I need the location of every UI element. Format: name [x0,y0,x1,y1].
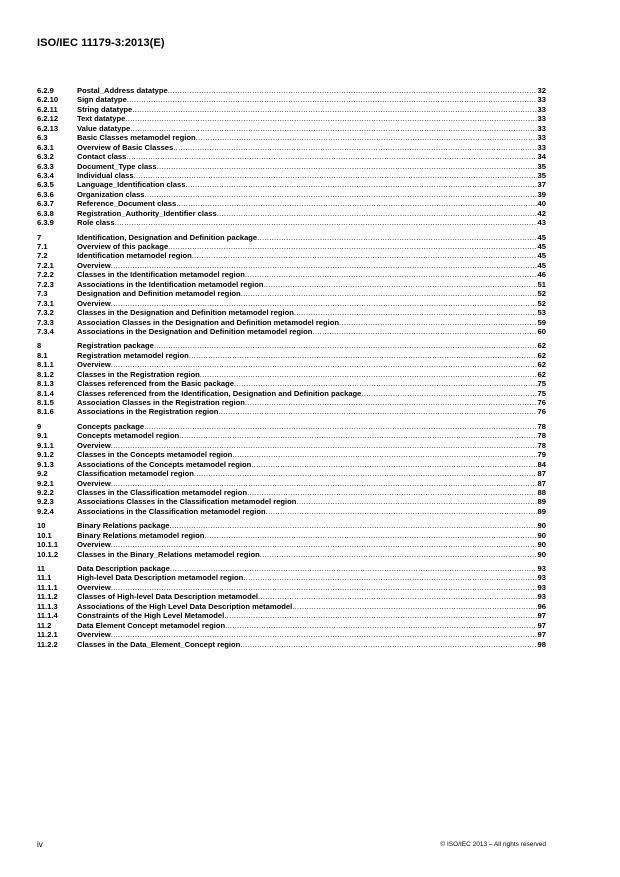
toc-dot-leader [144,422,536,431]
toc-entry-number: 8 [37,341,42,351]
toc-entry-title: Designation and Definition metamodel region [77,289,241,299]
toc-entry[interactable] [37,114,546,123]
toc-entry-page: 62 [537,341,546,351]
toc-entry-page: 33 [537,114,546,124]
toc-entry-page: 52 [537,298,546,308]
toc-entry-title: Associations in the Classification metamodel region [77,506,266,516]
toc-entry-page: 60 [537,326,546,336]
toc-dot-leader [179,431,536,440]
toc-entry-page: 90 [537,530,546,540]
table-of-contents [37,86,546,654]
toc-dot-leader [173,143,536,152]
toc-entry[interactable] [37,379,546,388]
toc-dot-leader [111,360,537,369]
toc-entry-number: 11.1.1 [37,582,58,592]
toc-dot-leader [192,251,537,260]
toc-entry-title: Associations in the Registration region [77,407,219,417]
toc-dot-leader [260,550,537,559]
toc-entry-page: 45 [537,260,546,270]
toc-entry-title: Overview [77,478,111,488]
toc-entry[interactable] [37,233,546,242]
toc-entry[interactable] [37,602,546,611]
toc-entry-page: 97 [537,611,546,621]
toc-dot-leader [111,479,537,488]
toc-entry-title: Document_Type class [77,161,157,171]
toc-entry-number: 9.1 [37,431,48,441]
toc-entry-title: Classes referenced from the Identification, Designation and Definition package [77,388,362,398]
toc-entry[interactable] [37,573,546,582]
toc-dot-leader [169,521,536,530]
toc-entry[interactable] [37,370,546,379]
toc-entry-number: 6.3.2 [37,152,54,162]
toc-entry-page: 93 [537,592,546,602]
toc-entry-title: String datatype [77,104,133,114]
toc-entry[interactable] [37,180,546,189]
toc-entry-number: 9.2.4 [37,506,54,516]
toc-section [37,564,546,649]
toc-entry-number: 8.1 [37,350,48,360]
toc-entry[interactable] [37,564,546,573]
toc-section [37,233,546,337]
toc-entry[interactable] [37,86,546,95]
toc-dot-leader [225,621,536,630]
toc-dot-leader [132,105,536,114]
toc-entry-number: 11.2.1 [37,630,58,640]
toc-entry-number: 7.2 [37,251,48,261]
toc-entry-page: 90 [537,540,546,550]
toc-dot-leader [111,441,537,450]
toc-entry-number: 6.2.11 [37,104,58,114]
toc-dot-leader [312,327,536,336]
toc-dot-leader [111,540,537,549]
toc-entry-number: 8.1.3 [37,379,54,389]
toc-entry[interactable] [37,469,546,478]
toc-entry-page: 59 [537,317,546,327]
page-number: iv [37,840,43,849]
toc-entry[interactable] [37,407,546,416]
toc-entry-page: 78 [537,431,546,441]
document-id-header: ISO/IEC 11179-3:2013(E) [37,37,165,49]
toc-entry-page: 46 [537,270,546,280]
toc-entry-page: 33 [537,133,546,143]
toc-dot-leader [168,86,537,95]
toc-dot-leader [296,497,536,506]
toc-entry-number: 6.2.12 [37,114,59,124]
toc-entry[interactable] [37,341,546,350]
toc-entry[interactable] [37,95,546,104]
toc-entry-number: 6.3.1 [37,142,54,152]
toc-entry[interactable] [37,199,546,208]
toc-section [37,341,546,417]
toc-entry-number: 9.1.3 [37,459,54,469]
toc-entry-title: Overview [77,360,111,370]
toc-entry[interactable] [37,583,546,592]
toc-entry[interactable] [37,431,546,440]
toc-entry-page: 39 [537,189,546,199]
toc-entry[interactable] [37,209,546,218]
toc-entry[interactable] [37,289,546,298]
toc-entry-number: 11.2.2 [37,639,58,649]
toc-entry-page: 90 [537,549,546,559]
toc-entry[interactable] [37,550,546,559]
toc-entry-title: Role class [77,218,115,228]
toc-entry-number: 6.2.13 [37,123,59,133]
toc-dot-leader [134,171,537,180]
toc-section [37,521,546,559]
toc-dot-leader [189,351,537,360]
toc-entry-title: Text datatype [77,114,126,124]
toc-entry-title: Data Description package [77,564,170,573]
toc-dot-leader [232,450,536,459]
toc-dot-leader [196,133,537,142]
toc-entry-page: 62 [537,369,546,379]
toc-entry[interactable] [37,152,546,161]
toc-entry-title: High-level Data Description metamodel region [77,573,244,583]
toc-entry-title: Binary Relations metamodel region [77,530,205,540]
toc-entry-number: 6.3.3 [37,161,54,171]
toc-entry-title: Language_Identification class [77,180,186,190]
toc-entry-number: 7.3.3 [37,317,54,327]
toc-entry[interactable] [37,592,546,601]
toc-entry-title: Association Classes in the Registration region [77,398,245,407]
toc-entry[interactable] [37,308,546,317]
toc-dot-leader [200,370,537,379]
toc-entry-title: Registration_Authority_Identifier class [77,208,217,218]
toc-entry-number: 10.1 [37,530,52,540]
toc-dot-leader [168,242,536,251]
toc-entry-title: Classes in the Registration region [77,369,200,379]
toc-entry-title: Binary Relations package [77,521,170,531]
toc-entry[interactable] [37,422,546,431]
toc-entry-page: 87 [537,469,546,479]
toc-entry-title: Overview [77,540,111,550]
toc-section [37,422,546,516]
toc-entry-page: 98 [537,639,546,649]
toc-entry-title: Sign datatype [77,95,127,105]
toc-entry-number: 9.2.2 [37,487,54,497]
toc-entry[interactable] [37,261,546,270]
toc-entry-number: 8.1.5 [37,398,54,407]
toc-entry[interactable] [37,280,546,289]
toc-entry-number: 11.1.4 [37,611,58,621]
toc-entry[interactable] [37,105,546,114]
toc-entry-title: Associations of the Concepts metamodel region [77,459,252,469]
toc-entry-number: 6.3.9 [37,218,54,228]
toc-entry-page: 34 [537,152,546,162]
toc-entry-number: 11.1.3 [37,601,58,611]
toc-entry-title: Contact class [77,152,127,162]
toc-entry-title: Associations in the Identification metamodel region [77,279,264,289]
toc-entry-title: Classes in the Classification metamodel region [77,487,248,497]
toc-dot-leader [361,389,536,398]
toc-entry-title: Classification metamodel region [77,469,194,479]
toc-entry-title: Classes in the Designation and Definition metamodel region [77,308,294,318]
toc-entry[interactable] [37,398,546,407]
toc-entry-title: Registration metamodel region [77,350,189,360]
toc-dot-leader [111,630,537,639]
toc-entry-page: 93 [537,573,546,583]
toc-entry[interactable] [37,488,546,497]
toc-dot-leader [247,488,536,497]
toc-entry[interactable] [37,242,546,251]
toc-entry-number: 7.3 [37,289,48,299]
toc-entry-page: 75 [537,379,546,389]
toc-entry-number: 9.1.2 [37,450,54,460]
toc-entry-number: 8.1.6 [37,407,54,417]
toc-entry-title: Concepts metamodel region [77,431,180,441]
toc-entry-number: 8.1.2 [37,369,54,379]
toc-entry-title: Organization class [77,189,145,199]
toc-entry[interactable] [37,540,546,549]
toc-entry-page: 90 [537,521,546,531]
toc-entry[interactable] [37,640,546,649]
toc-entry-number: 7.2.3 [37,279,54,289]
toc-entry-page: 35 [537,170,546,180]
toc-entry-title: Identification metamodel region [77,251,192,261]
toc-entry-number: 6.3.4 [37,170,54,180]
toc-entry-number: 6.3.5 [37,180,54,190]
toc-entry-page: 78 [537,440,546,450]
toc-dot-leader [111,583,537,592]
toc-dot-leader [257,233,536,242]
toc-entry-title: Constraints of the High Level Metamodel [77,611,225,621]
toc-entry-page: 33 [537,142,546,152]
toc-entry-page: 42 [537,208,546,218]
toc-entry-number: 7.3.4 [37,326,54,336]
toc-entry-number: 11 [37,564,46,573]
toc-dot-leader [194,469,537,478]
toc-entry[interactable] [37,143,546,152]
toc-entry-page: 76 [537,407,546,417]
toc-entry-number: 7.2.1 [37,260,54,270]
toc-entry-number: 6.3.6 [37,189,54,199]
toc-entry[interactable] [37,351,546,360]
toc-dot-leader [170,564,537,573]
toc-entry-title: Reference_Document class [77,199,177,209]
toc-entry-title: Basic Classes metamodel region [77,133,196,143]
toc-dot-leader [127,95,537,104]
toc-entry-number: 7 [37,232,42,242]
toc-entry[interactable] [37,124,546,133]
toc-dot-leader [251,460,536,469]
toc-entry[interactable] [37,190,546,199]
toc-entry-page: 51 [537,279,546,289]
toc-entry-number: 7.3.2 [37,308,54,318]
toc-entry-number: 6.2.10 [37,95,59,105]
toc-entry-title: Associations of the High Level Data Description metamodel [77,601,293,611]
toc-entry-page: 87 [537,478,546,488]
toc-entry[interactable] [37,360,546,369]
toc-entry-title: Classes referenced from the Basic package [77,379,235,389]
toc-entry-page: 33 [537,95,546,105]
toc-entry[interactable] [37,327,546,336]
toc-dot-leader [157,162,537,171]
toc-entry-number: 7.2.2 [37,270,54,280]
toc-entry[interactable] [37,531,546,540]
toc-dot-leader [130,124,536,133]
toc-entry-page: 89 [537,506,546,516]
toc-dot-leader [294,308,537,317]
toc-entry-title: Concepts package [77,421,145,431]
toc-dot-leader [125,114,536,123]
toc-entry-number: 9.1.1 [37,440,54,450]
toc-entry-page: 76 [537,398,546,407]
toc-entry-page: 62 [537,350,546,360]
toc-entry[interactable] [37,611,546,620]
toc-entry[interactable] [37,270,546,279]
toc-entry-page: 93 [537,564,546,573]
toc-entry-number: 8.1.1 [37,360,54,370]
toc-dot-leader [339,318,537,327]
toc-entry-page: 79 [537,450,546,460]
toc-entry-number: 7.3.1 [37,298,54,308]
toc-entry-title: Postal_Address datatype [77,86,168,95]
toc-entry-title: Classes in the Identification metamodel region [77,270,245,280]
toc-entry-page: 37 [537,180,546,190]
toc-entry-page: 43 [537,218,546,228]
toc-entry-page: 33 [537,104,546,114]
toc-section [37,86,546,228]
toc-entry-title: Registration package [77,341,154,351]
toc-entry-number: 6.2.9 [37,86,54,95]
toc-entry-title: Value datatype [77,123,131,133]
toc-entry-number: 10.1.1 [37,540,59,550]
toc-entry-number: 9 [37,421,42,431]
toc-entry[interactable] [37,460,546,469]
toc-entry[interactable] [37,162,546,171]
toc-dot-leader [154,341,537,350]
toc-entry-page: 89 [537,497,546,507]
toc-entry-title: Data Element Concept metamodel region [77,620,226,630]
toc-entry-page: 33 [537,123,546,133]
toc-dot-leader [185,180,536,189]
toc-entry-title: Overview of this package [77,242,169,251]
toc-entry[interactable] [37,171,546,180]
toc-entry-page: 52 [537,289,546,299]
toc-entry-page: 97 [537,620,546,630]
toc-entry-title: Classes of High-level Data Description metamodel [77,592,259,602]
toc-entry-title: Overview [77,440,111,450]
toc-entry-number: 11.1 [37,573,52,583]
toc-dot-leader [126,152,536,161]
toc-entry-number: 11.1.2 [37,592,58,602]
toc-entry[interactable] [37,521,546,530]
toc-entry-title: Overview [77,298,111,308]
toc-entry-page: 78 [537,421,546,431]
toc-entry-title: Overview [77,630,111,640]
toc-entry-number: 11.2 [37,620,52,630]
toc-entry[interactable] [37,218,546,227]
toc-dot-leader [218,407,536,416]
toc-entry[interactable] [37,630,546,639]
toc-entry-number: 7.1 [37,242,48,251]
toc-entry-page: 35 [537,161,546,171]
toc-entry-page: 45 [537,232,546,242]
toc-entry[interactable] [37,251,546,260]
toc-entry-page: 97 [537,630,546,640]
toc-dot-leader [266,507,537,516]
toc-entry-page: 62 [537,360,546,370]
toc-entry-title: Associations in the Designation and Definition metamodel region [77,326,313,336]
toc-entry[interactable] [37,318,546,327]
toc-entry[interactable] [37,441,546,450]
toc-dot-leader [204,531,536,540]
toc-entry-title: Associations Classes in the Classification metamodel region [77,497,297,507]
toc-entry-page: 32 [537,86,546,95]
toc-dot-leader [176,199,536,208]
toc-entry-title: Identification, Designation and Definition package [77,232,258,242]
toc-entry-title: Overview [77,582,111,592]
toc-entry-number: 10.1.2 [37,549,59,559]
toc-dot-leader [240,640,536,649]
toc-entry-title: Classes in the Data_Element_Concept region [77,639,241,649]
toc-entry-title: Classes in the Binary_Relations metamodel region [77,549,260,559]
toc-entry-number: 9.2.3 [37,497,54,507]
toc-entry-title: Overview of Basic Classes [77,142,174,152]
toc-entry-number: 6.3.7 [37,199,54,209]
copyright-notice: © ISO/IEC 2013 – All rights reserved [440,841,546,848]
toc-dot-leader [245,398,537,407]
toc-dot-leader [245,270,537,279]
toc-dot-leader [111,299,537,308]
toc-entry-page: 96 [537,601,546,611]
toc-entry-page: 45 [537,251,546,261]
toc-dot-leader [264,280,537,289]
toc-entry-page: 75 [537,388,546,398]
toc-entry[interactable] [37,497,546,506]
toc-dot-leader [258,592,537,601]
toc-entry-number: 6.3 [37,133,48,143]
toc-entry-number: 9.2 [37,469,48,479]
toc-entry-title: Overview [77,260,111,270]
toc-entry-page: 53 [537,308,546,318]
toc-entry-number: 8.1.4 [37,388,54,398]
toc-entry-number: 9.2.1 [37,478,54,488]
toc-entry-page: 40 [537,199,546,209]
toc-entry-page: 84 [537,459,546,469]
toc-entry-number: 10 [37,521,46,531]
toc-entry-page: 45 [537,242,546,251]
toc-entry[interactable] [37,507,546,516]
toc-dot-leader [224,611,536,620]
toc-entry-number: 6.3.8 [37,208,54,218]
toc-entry[interactable] [37,389,546,398]
toc-entry[interactable] [37,133,546,142]
toc-entry[interactable] [37,621,546,630]
toc-entry-page: 93 [537,582,546,592]
toc-entry[interactable] [37,479,546,488]
toc-entry[interactable] [37,450,546,459]
toc-entry-title: Classes in the Concepts metamodel region [77,450,233,460]
toc-dot-leader [217,209,537,218]
toc-entry-title: Association Classes in the Designation and Definition metamodel region [77,317,340,327]
toc-dot-leader [111,261,537,270]
toc-dot-leader [241,289,537,298]
toc-entry[interactable] [37,299,546,308]
toc-dot-leader [292,602,536,611]
toc-entry-title: Individual class [77,170,134,180]
toc-dot-leader [145,190,537,199]
toc-dot-leader [243,573,536,582]
toc-dot-leader [115,218,537,227]
toc-dot-leader [234,379,537,388]
toc-entry-page: 88 [537,487,546,497]
